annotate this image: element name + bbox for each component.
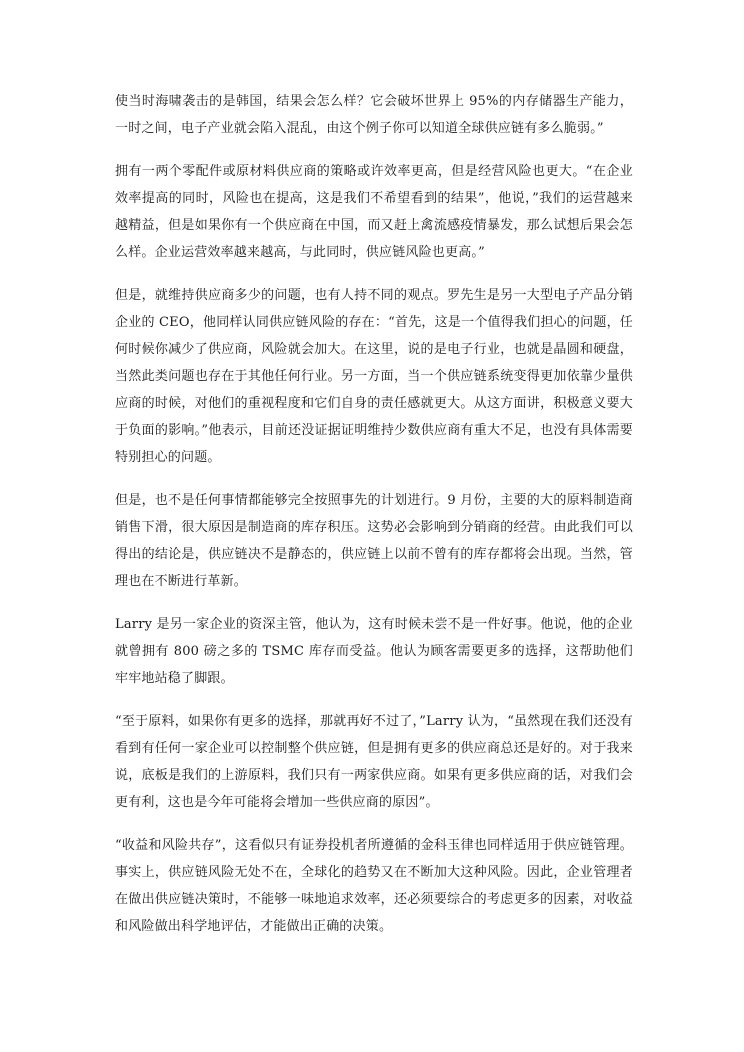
document-body: [115, 88, 633, 956]
paragraph-2: 拥有一两个零配件或原材料供应商的策略或许效率更高，但是经营风险也更大。“在企业效率提高的同时，风险也在提高，这是我们不希望看到的结果”，他说，”我们的运营越来越精益，但是如果你有一个供应商在中国，而又赶上禽流感疫情暴发，那么试想后果会怎么样。企业运营效率越来越高，与此同时，供应链风险也更高。”: [115, 164, 633, 260]
paragraph-5: Larry 是另一家企业的资深主管，他认为，这有时候未尝不是一件好事。他说，他的企业就曾拥有 800 磅之多的 TSMC 库存而受益。他认为顾客需要更多的选择，这帮助他们牢牢地站稳了脚跟。: [115, 617, 633, 686]
paragraph-7: “收益和风险共存”，这看似只有证券投机者所遵循的金科玉律也同样适用于供应链管理。事实上，供应链风险无处不在，全球化的趋势又在不断加大这种风险。因此，企业管理者在做出供应链决策时，不能够一味地追求效率，还必须要综合的考虑更多的因素，对收益和风险做出科学地评估，才能做出正确的决策。: [115, 838, 633, 934]
paragraph-3: 但是，就维持供应商多少的问题，也有人持不同的观点。罗先生是另一大型电子产品分销企业的 CEO，他同样认同供应链风险的存在：“首先，这是一个值得我们担心的问题，任何时候你减少了供应商，风险就会加大。在这里，说的是电子行业，也就是晶圆和硬盘，当然此类问题也存在于其他任何行业。另一方面，当一个供应链系统变得更加依靠少量供应商的时候，对他们的重视程度和它们自身的责任感就更大。从这方面讲，积极意义要大于负面的影响。”他表示，目前还没证据证明维持少数供应商有重大不足，也没有具体需要特别担心的问题。: [115, 288, 633, 465]
paragraph-1: 使当时海啸袭击的是韩国，结果会怎么样？它会破坏世界上 95%的内存储器生产能力，一时之间，电子产业就会陷入混乱，由这个例子你可以知道全球供应链有多么脆弱。”: [115, 94, 633, 136]
paragraph-6: “至于原料，如果你有更多的选择，那就再好不过了，”Larry 认为，“虽然现在我们还没有看到有任何一家企业可以控制整个供应链，但是拥有更多的供应商总还是好的。对于我来说，底板是我们的上游原料，我们只有一两家供应商。如果有更多供应商的话，对我们会更有利，这也是今年可能将会增加一些供应商的原因”。: [115, 714, 633, 810]
paragraph-4: 但是，也不是任何事情都能够完全按照事先的计划进行。9 月份，主要的大的原料制造商销售下滑，很大原因是制造商的库存积压。这势必会影响到分销商的经营。由此我们可以得出的结论是，供应链决不是静态的，供应链上以前不曾有的库存都将会出现。当然，管理也在不断进行革新。: [115, 493, 633, 589]
